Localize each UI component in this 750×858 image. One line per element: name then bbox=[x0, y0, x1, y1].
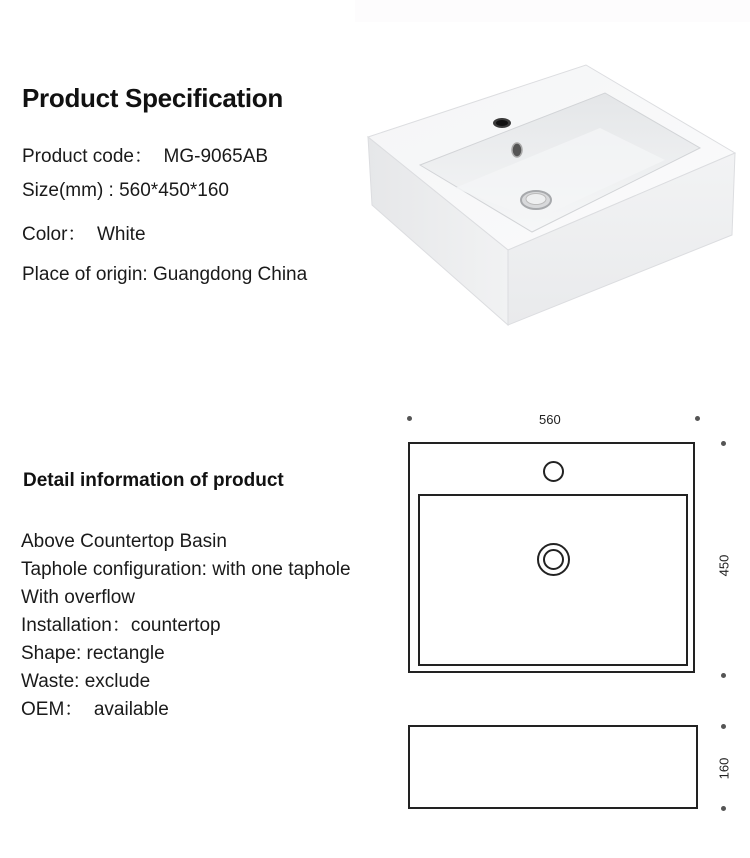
details-title: Detail information of product bbox=[23, 470, 284, 491]
detail-item-installation: Installation：countertop bbox=[21, 615, 221, 636]
dimension-dot bbox=[721, 806, 726, 811]
taphole-circle-icon bbox=[543, 461, 564, 482]
detail-item-oem: OEM： available bbox=[21, 699, 169, 720]
side-view-outline bbox=[408, 725, 698, 809]
drain-inner-circle-icon bbox=[543, 549, 564, 570]
dimension-dot bbox=[721, 673, 726, 678]
detail-item-shape: Shape: rectangle bbox=[21, 643, 165, 664]
dimension-dot bbox=[721, 441, 726, 446]
detail-item-overflow: With overflow bbox=[21, 587, 136, 608]
dimension-dot bbox=[721, 724, 726, 729]
spec-size: Size(mm) : 560*450*160 bbox=[22, 180, 229, 201]
image-top-strip bbox=[355, 0, 750, 22]
basin-illustration bbox=[360, 60, 740, 340]
detail-item-taphole: Taphole configuration: with one taphole bbox=[21, 559, 351, 580]
depth-dimension-label: 450 bbox=[716, 554, 732, 577]
spec-color: Color： White bbox=[22, 224, 146, 245]
dimension-dot bbox=[407, 416, 412, 421]
bowl-outline bbox=[418, 494, 688, 666]
height-dimension-label: 160 bbox=[716, 757, 732, 780]
spec-title: Product Specification bbox=[22, 83, 283, 113]
dimension-dot bbox=[695, 416, 700, 421]
detail-item-waste: Waste: exclude bbox=[21, 671, 151, 692]
details-list bbox=[21, 528, 351, 724]
product-photo bbox=[360, 60, 740, 340]
width-dimension-label: 560 bbox=[539, 412, 561, 427]
spec-product-code: Product code： MG-9065AB bbox=[22, 146, 269, 167]
detail-item-type: Above Countertop Basin bbox=[21, 531, 227, 552]
spec-origin: Place of origin: Guangdong China bbox=[22, 264, 308, 285]
